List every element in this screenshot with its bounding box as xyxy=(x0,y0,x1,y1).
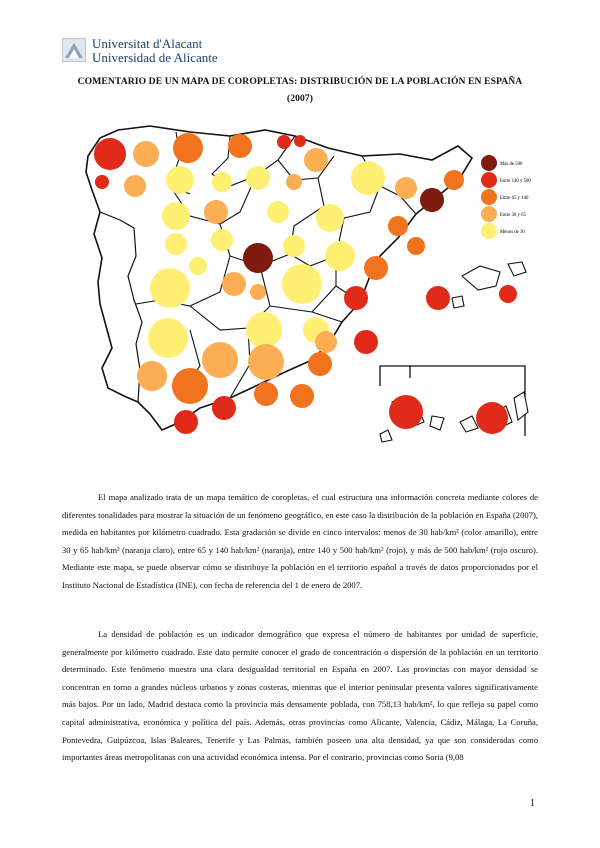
page-title xyxy=(60,73,540,107)
circle-avila xyxy=(189,257,207,275)
circle-granada xyxy=(248,344,284,380)
circle-sevilla xyxy=(172,368,208,404)
circle-valencia xyxy=(344,286,368,310)
circle-palencia xyxy=(212,172,232,192)
legend-label-2: Entre 65 y 140 xyxy=(500,196,529,201)
legend-swatch-4 xyxy=(481,223,497,239)
circle-vizcaya xyxy=(277,135,291,149)
circle-segovia xyxy=(211,229,233,251)
circle-cuenca xyxy=(282,264,322,304)
legend-label-0: Más de 500 xyxy=(500,162,523,167)
legend-swatch-0 xyxy=(481,155,497,171)
circle-zaragoza xyxy=(316,204,344,232)
circle-tarragona xyxy=(388,216,408,236)
circle-caceres xyxy=(150,268,190,308)
paragraph-1 xyxy=(62,489,538,595)
circle-cordoba xyxy=(202,342,238,378)
title-line-1: COMENTARIO DE UN MAPA DE COROPLETAS: DISTRIBUCIÓN DE LA POBLACIÓN EN ESPAÑA xyxy=(77,76,523,87)
legend-swatch-1 xyxy=(481,172,497,188)
page-number: 1 xyxy=(530,798,535,809)
university-logo xyxy=(62,36,262,66)
legend-swatch-2 xyxy=(481,189,497,205)
circle-salamanca xyxy=(165,233,187,255)
circle-albacete xyxy=(246,312,282,348)
balearic-islands xyxy=(452,262,526,308)
circle-barcelona xyxy=(420,188,444,212)
choropleth-map-spain xyxy=(80,116,535,466)
circle-badajoz xyxy=(148,318,188,358)
circle-almeria-coast xyxy=(290,384,314,408)
circle-girona xyxy=(444,170,464,190)
circle-madrid xyxy=(243,243,273,273)
paragraph-1-text: El mapa analizado trata de un mapa temático de coropletas, el cual estructura una información concreta mediante colores de diferentes tonalidades para mostrar la situación de un fenómeno geográfico, en este caso la distribución de la población en España (2007), medida en habitantes por kilómetro cuadrado. Esta gradación se divide en cinco intervalos: menos de 30 hab/km² (color amarillo), entre 30 y 65 hab/km² (naranja claro), entre 65 y 140 hab/km² (naranja), entre 140 y 500 hab/km² (rojo), y más de 500 hab/km² (rojo oscuro). Mediante este mapa, se puede observar cómo se distribuye la población en el territorio español a través de datos proporcionados por el Instituto Nacional de Estadística (INE), con fecha de referencia del 1 de enero de 2007. xyxy=(62,492,538,590)
circle-tenerife xyxy=(389,395,423,429)
circle-leon xyxy=(166,166,194,194)
circle-las-palmas xyxy=(476,402,508,434)
circle-toledo xyxy=(222,272,246,296)
legend-label-3: Entre 30 y 65 xyxy=(500,213,526,218)
circle-cantabria xyxy=(228,134,252,158)
circle-guadalajara xyxy=(283,235,305,257)
circle-soria xyxy=(267,201,289,223)
circle-tarragona-coast xyxy=(407,237,425,255)
legend-label-1: Entre 140 y 500 xyxy=(500,179,531,184)
legend-label-4: Menos de 30 xyxy=(500,230,525,235)
circle-ourense xyxy=(124,175,146,197)
university-logo-icon xyxy=(62,38,86,62)
circle-cadiz xyxy=(174,410,198,434)
circle-teruel xyxy=(325,241,355,271)
circle-guipuzcoa xyxy=(294,135,306,147)
university-name-valencian: Universitat d'Alacant xyxy=(92,36,203,51)
circle-huesca xyxy=(351,161,385,195)
circle-huelva xyxy=(137,361,167,391)
circle-cadiz-2 xyxy=(212,396,236,420)
paragraph-2-text: La densidad de población es un indicador demográfico que expresa el número de habitantes por unidad de superficie, generalmente por kilómetro cuadrado. Este dato permite conocer el grado de concentración o dispersión de la población en un territorio determinado. Este fenómeno muestra una clara desigualdad territorial en España en 2007. Las provincias con mayor densidad se concentran en torno a grandes núcleos urbanos y zonas costeras, mientras que el interior peninsular presenta valores significativamente más bajos. Por un lado, Madrid destaca como la provincia más densamente poblada, con 758,13 hab/km², lo que refleja su papel como capital administrativa, económica y política del país. Además, otras provincias como Alicante, Valencia, Cádiz, Málaga, La Coruña, Pontevedra, Guipúzcoa, Islas Baleares, Tenerife y Las Palmas, también poseen una alta densidad, ya que son consideradas como importantes áreas metropolitanas con una actividad económica intensa. Por el contrario, provincias como Soria (9,08 xyxy=(62,629,538,763)
circle-zamora xyxy=(162,202,190,230)
title-line-2: (2007) xyxy=(286,93,314,104)
circle-lugo xyxy=(133,141,159,167)
paragraph-2 xyxy=(62,626,538,767)
circle-navarra xyxy=(304,148,328,172)
map-legend xyxy=(481,155,531,239)
circle-valladolid xyxy=(204,200,228,224)
circle-ciudad-real xyxy=(250,284,266,300)
circle-pontevedra xyxy=(95,175,109,189)
circle-baleares xyxy=(426,286,450,310)
circle-almeria xyxy=(315,331,337,353)
circle-jaen xyxy=(308,352,332,376)
circle-alicante xyxy=(354,330,378,354)
circle-castellon xyxy=(364,256,388,280)
legend-swatch-3 xyxy=(481,206,497,222)
university-name-spanish: Universidad de Alicante xyxy=(92,50,218,65)
circle-a-coruna xyxy=(94,138,126,170)
circle-la-rioja xyxy=(286,174,302,190)
circle-baleares-2 xyxy=(499,285,517,303)
circle-burgos xyxy=(246,166,270,190)
circle-malaga xyxy=(254,382,278,406)
circle-lleida xyxy=(395,177,417,199)
circle-asturias xyxy=(173,133,203,163)
